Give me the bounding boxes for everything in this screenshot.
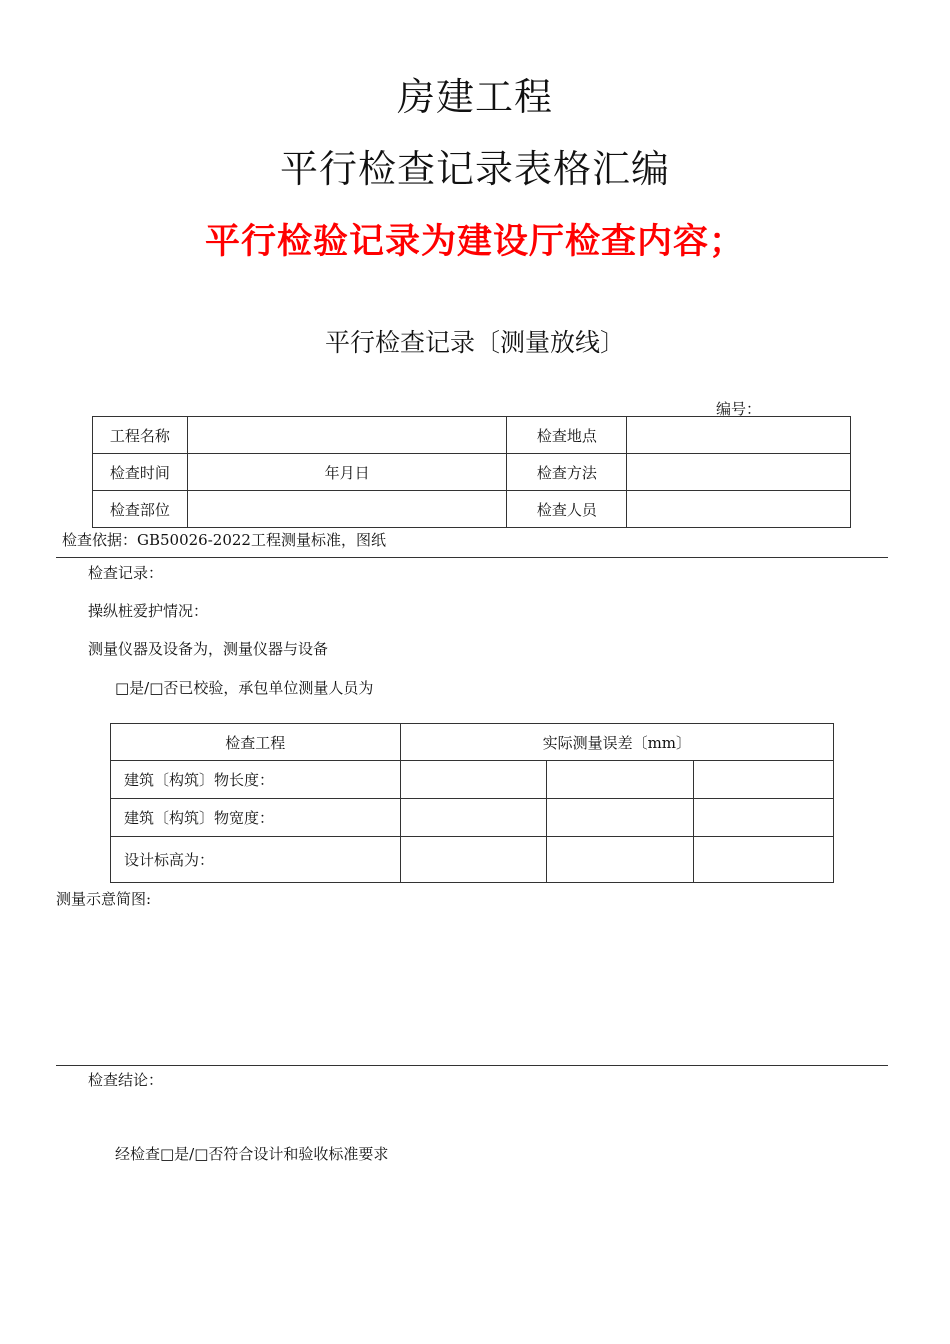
inspector-field[interactable]: [627, 491, 851, 528]
record-heading: 检查记录：: [88, 564, 164, 582]
form-title: 平行检查记录〔测量放线〕: [324, 328, 625, 357]
table-row: [93, 454, 851, 491]
divider: [56, 557, 888, 558]
part-label: 检查部位: [93, 491, 188, 528]
table-header-row: [111, 724, 834, 761]
col-header-error: 实际测量误差〔mm〕: [400, 724, 833, 761]
measure-cell[interactable]: [400, 837, 547, 883]
part-field[interactable]: [187, 491, 507, 528]
method-label: 检查方法: [507, 454, 627, 491]
table-row: [93, 417, 851, 454]
row-label-length: 建筑〔构筑〕物长度：: [111, 761, 401, 799]
conclusion-heading: 检查结论：: [88, 1071, 164, 1089]
instruments-text: 测量仪器及设备为，测量仪器与设备: [88, 640, 329, 658]
table-row: [111, 837, 834, 883]
measure-cell[interactable]: [400, 799, 547, 837]
measure-cell[interactable]: [694, 761, 834, 799]
table-row: [111, 799, 834, 837]
sketch-area[interactable]: [56, 912, 888, 1062]
serial-number-label: 编号：: [716, 400, 762, 418]
col-header-item: 检查工程: [111, 724, 401, 761]
project-name-label: 工程名称: [93, 417, 188, 454]
stake-protection-text: 操纵桩爱护情况：: [88, 602, 209, 620]
row-label-elevation: 设计标高为：: [111, 837, 401, 883]
calibration-text: □是/□否已校验，承包单位测量人员为: [115, 679, 374, 697]
sketch-label: 测量示意简图:: [56, 890, 152, 908]
time-label: 检查时间: [93, 454, 188, 491]
red-notice: 平行检验记录为建设厅检查内容；: [204, 222, 745, 262]
method-field[interactable]: [627, 454, 851, 491]
table-row: [111, 761, 834, 799]
time-field[interactable]: 年月日: [187, 454, 507, 491]
inspector-label: 检查人员: [507, 491, 627, 528]
conclusion-text: 经检查□是/□否符合设计和验收标准要求: [115, 1145, 389, 1163]
measure-cell[interactable]: [547, 837, 694, 883]
measure-cell[interactable]: [694, 799, 834, 837]
measure-cell[interactable]: [547, 761, 694, 799]
document-subtitle: 平行检查记录表格汇编: [279, 147, 670, 191]
measure-cell[interactable]: [400, 761, 547, 799]
location-label: 检查地点: [507, 417, 627, 454]
table-row: [93, 491, 851, 528]
measurement-table: [110, 723, 834, 883]
measure-cell[interactable]: [694, 837, 834, 883]
row-label-width: 建筑〔构筑〕物宽度：: [111, 799, 401, 837]
project-name-field[interactable]: [187, 417, 507, 454]
divider: [56, 1065, 888, 1066]
inspection-basis: 检查依据：GB50026-2022工程测量标准，图纸: [62, 531, 386, 549]
location-field[interactable]: [627, 417, 851, 454]
measure-cell[interactable]: [547, 799, 694, 837]
document-title: 房建工程: [396, 75, 553, 119]
info-table: [92, 416, 851, 528]
